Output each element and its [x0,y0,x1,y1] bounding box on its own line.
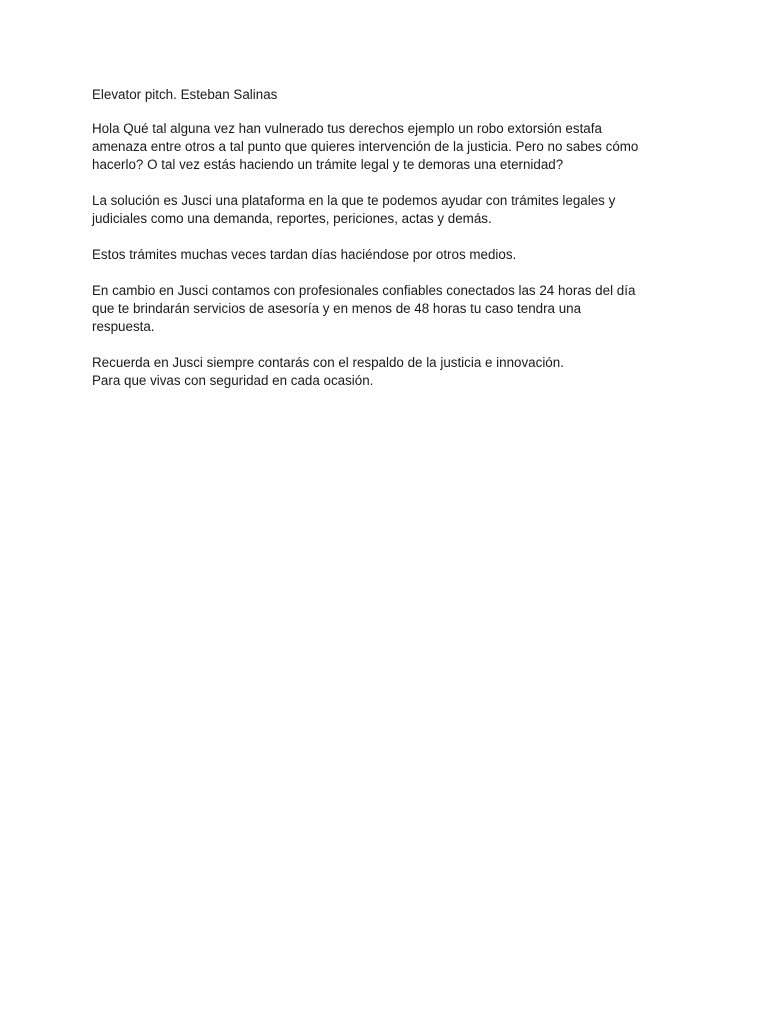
paragraph-intro: Hola Qué tal alguna vez han vulnerado tus derechos ejemplo un robo extorsión estafa amenaza entre otros a tal punto que quieres intervención de la justicia. Pero no sabes cómo hacerlo? O tal vez estás haciendo un trámite legal y te demoras una eternidad? [92,121,639,172]
paragraph-closing: Recuerda en Jusci siempre contarás con el respaldo de la justicia e innovación. Para que vivas con seguridad en cada ocasión. [92,355,564,388]
paragraph-professionals: En cambio en Jusci contamos con profesionales confiables conectados las 24 horas del día que te brindarán servicios de asesoría y en menos de 48 horas tu caso tendra una respuesta. [92,283,636,334]
paragraph-problem-time: Estos trámites muchas veces tardan días haciéndose por otros medios. [92,247,517,262]
document-body [92,86,682,390]
paragraph-solution: La solución es Jusci una plataforma en la que te podemos ayudar con trámites legales y judiciales como una demanda, reportes, periciones, actas y demás. [92,193,616,226]
document-title: Elevator pitch. Esteban Salinas [92,87,278,102]
